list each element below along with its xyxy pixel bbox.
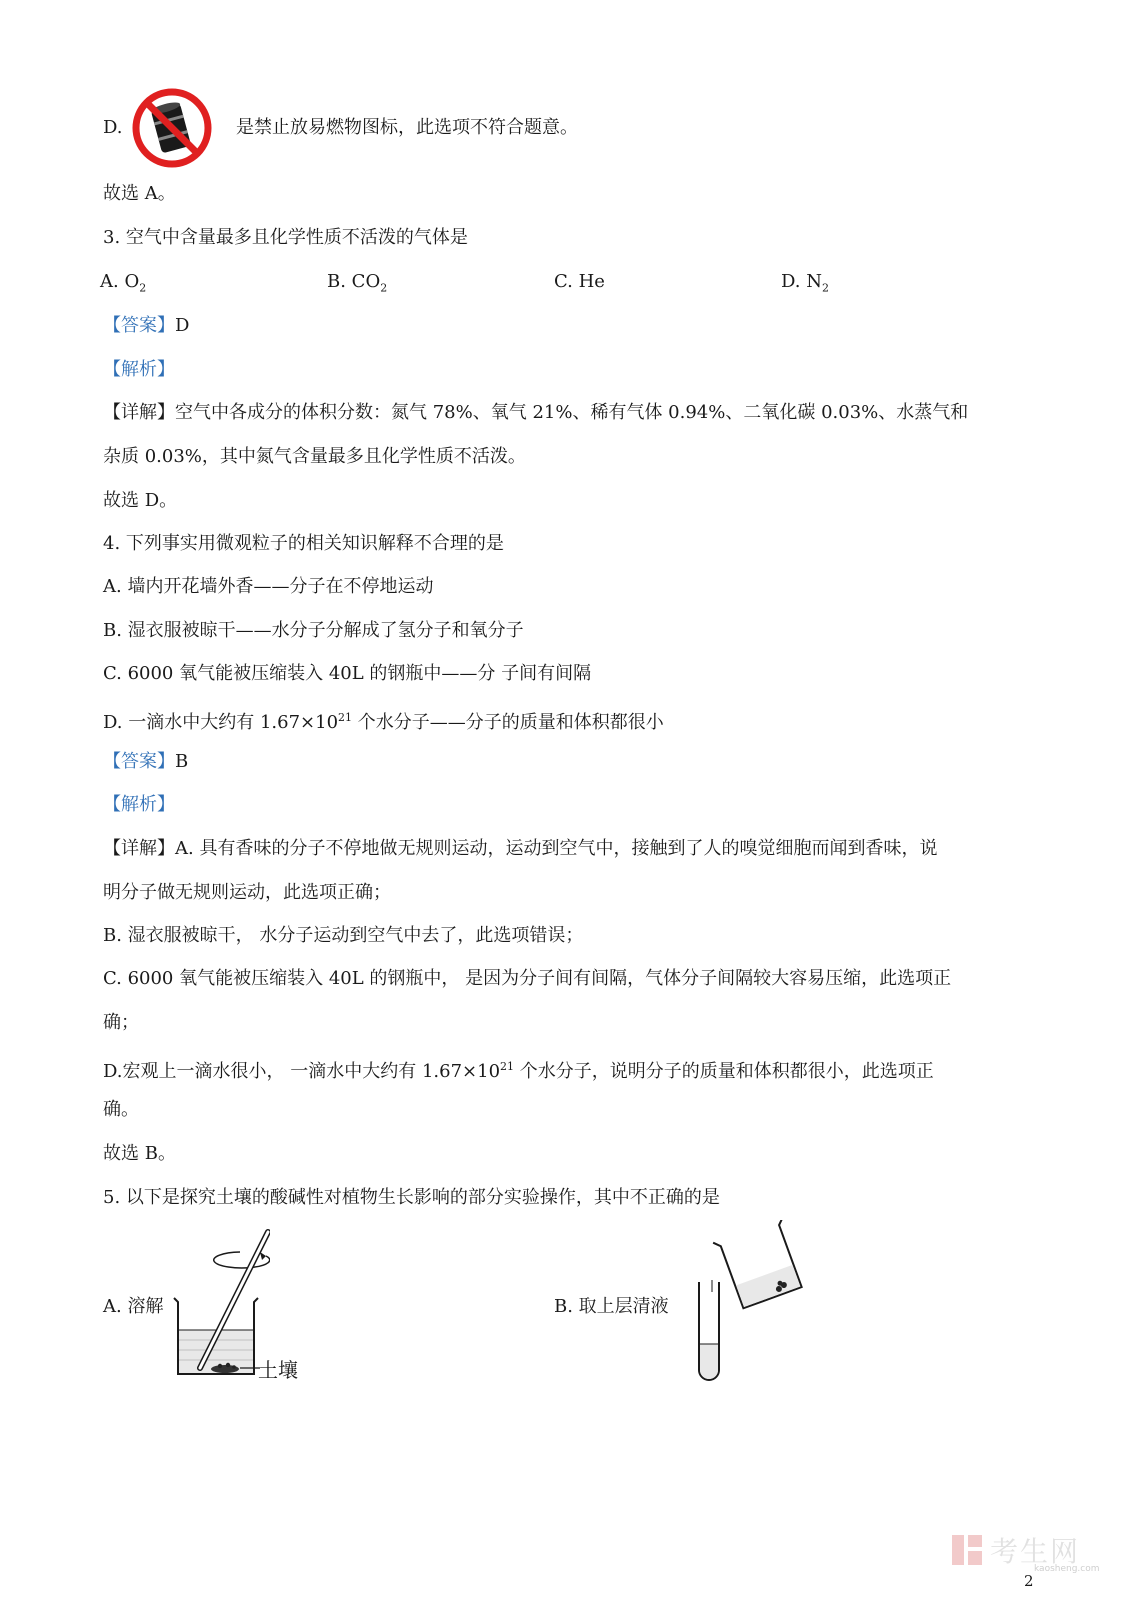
q5-option-b: B. 取上层清液 (554, 1296, 669, 1317)
q4-stem: 4. 下列事实用微观粒子的相关知识解释不合理的是 (103, 533, 504, 554)
pour-supernatant-figure (675, 1220, 805, 1395)
q3-option-b: B. $CO_2$ (327, 271, 388, 295)
dissolve-beaker-figure (170, 1228, 270, 1393)
answer-tag: 【答案】 (103, 315, 175, 336)
watermark-logo-icon (950, 1533, 984, 1567)
page-number: 2 (1024, 1572, 1034, 1590)
q2-option-d-label: D. (103, 117, 123, 138)
q3-option-a: A. $O_2$ (100, 271, 147, 295)
q4-option-c: C. 6000 氧气能被压缩装入 40L 的钢瓶中——分 子间有间隔 (103, 663, 592, 684)
q4-detail-b: B. 湿衣服被晾干， 水分子运动到空气中去了，此选项错误； (103, 925, 584, 946)
no-flammables-icon (130, 86, 214, 175)
q5-stem: 5. 以下是探究土壤的酸碱性对植物生长影响的部分实验操作，其中不正确的是 (103, 1187, 720, 1208)
q5-option-a: A. 溶解 (103, 1296, 164, 1317)
q3-conclusion: 故选 D。 (103, 490, 178, 511)
q2-option-d-text: 是禁止放易燃物图标，此选项不符合题意。 (236, 117, 578, 138)
q4-detail-d1: D.宏观上一滴水很小， 一滴水中大约有 $1.67\times 10^{21}$ 个水分子，说明分子的质量和体积都很小，此选项正 (103, 1060, 934, 1082)
q4-option-b: B. 湿衣服被晾干——水分子分解成了氢分子和氧分子 (103, 620, 524, 641)
q3-option-c: C. He (554, 271, 605, 292)
q4-answer: 【答案】B (103, 751, 189, 772)
q3-analysis-tag: 【解析】 (103, 359, 175, 380)
q4-option-d: D. 一滴水中大约有 $1.67\times 10^{21}$ 个水分子——分子的质量和体积都很小 (103, 711, 664, 733)
q2-conclusion: 故选 A。 (103, 183, 176, 204)
q4-conclusion: 故选 B。 (103, 1143, 176, 1164)
q4-detail-c1: C. 6000 氧气能被压缩装入 40L 的钢瓶中， 是因为分子间有间隔，气体分子间隔较大容易压缩，此选项正 (103, 968, 952, 989)
q4-detail-a1: 【详解】A. 具有香味的分子不停地做无规则运动，运动到空气中，接触到了人的嗅觉细胞而闻到香味，说 (103, 838, 938, 859)
q3-detail-line2: 杂质 0.03%，其中氮气含量最多且化学性质不活泼。 (103, 446, 526, 467)
q3-stem: 3. 空气中含量最多且化学性质不活泼的气体是 (103, 227, 468, 248)
q4-option-a: A. 墙内开花墙外香——分子在不停地运动 (103, 576, 434, 597)
q3-detail-line1: 【详解】空气中各成分的体积分数：氮气 78%、氧气 21%、稀有气体 0.94%、二氧化碳 0.03%、水蒸气和 (103, 402, 969, 423)
q3-answer: 【答案】D (103, 315, 190, 336)
q4-detail-d2: 确。 (103, 1099, 139, 1120)
q4-detail-a2: 明分子做无规则运动，此选项正确； (103, 882, 391, 903)
watermark-url: kaosheng.com (1034, 1564, 1100, 1574)
q4-detail-c2: 确； (103, 1012, 139, 1033)
q4-analysis-tag: 【解析】 (103, 794, 175, 815)
watermark-text: 考生网 (990, 1535, 1081, 1568)
q3-option-d: D. $N_2$ (781, 271, 829, 295)
soil-label: 土壤 (258, 1358, 298, 1382)
